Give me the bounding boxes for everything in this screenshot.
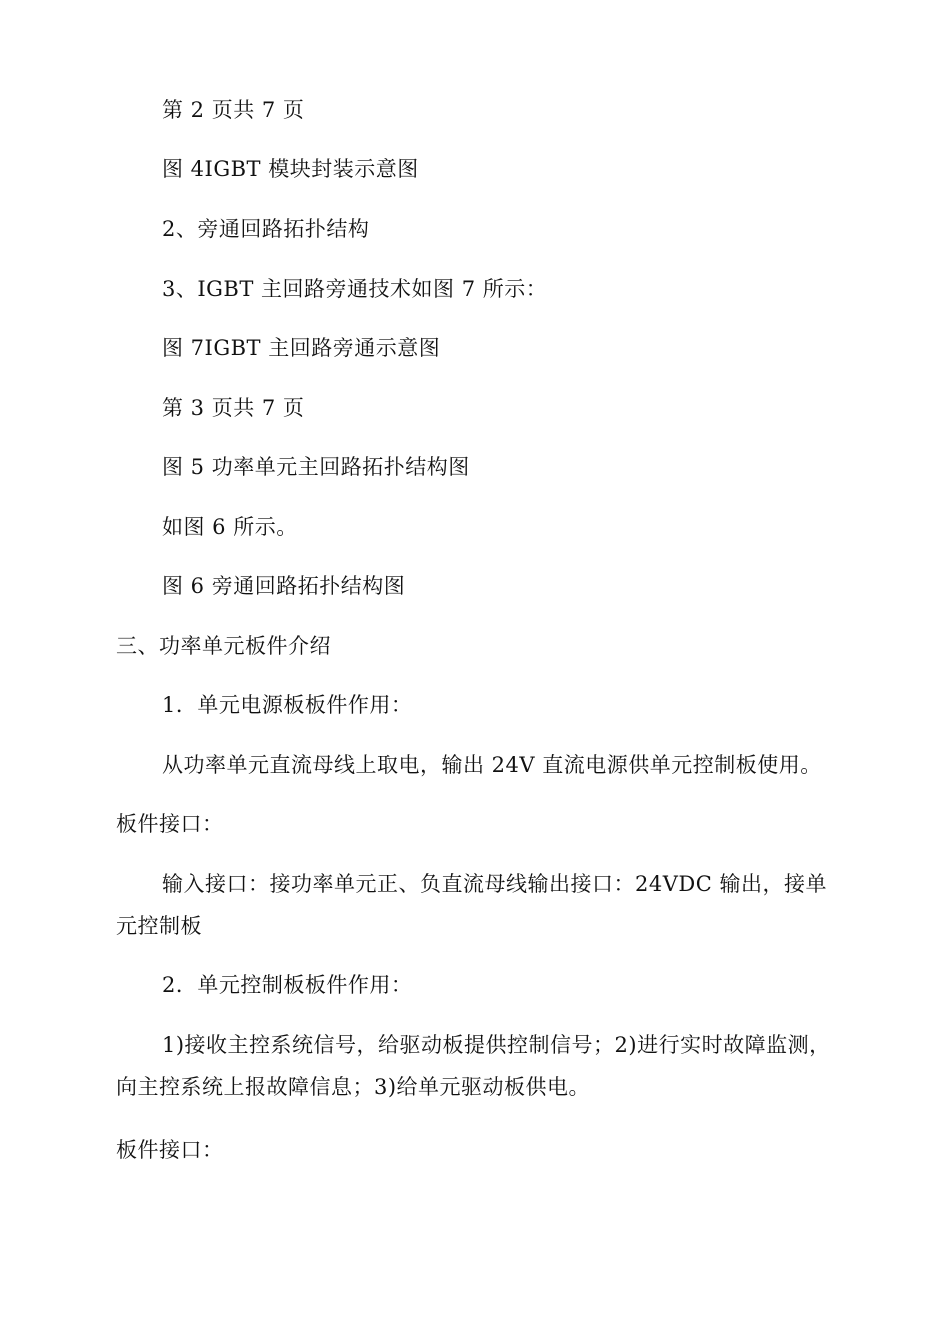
section-3-heading: 三、功率单元板件介绍 (116, 634, 331, 658)
figure-6-caption: 图 6 旁通回路拓扑结构图 (162, 574, 406, 598)
control-board-heading: 2．单元控制板板件作用： (162, 973, 413, 997)
power-board-heading: 1．单元电源板板件作用： (162, 693, 413, 717)
board-interface-label-1: 板件接口： (116, 812, 224, 836)
control-board-description-line-1: 1)接收主控系统信号，给驱动板提供控制信号；2)进行实时故障监测， (162, 1033, 831, 1057)
figure-6-reference: 如图 6 所示。 (162, 515, 298, 539)
page-number-3: 第 3 页共 7 页 (162, 396, 305, 420)
interface-description-line-1: 输入接口：接功率单元正、负直流母线输出接口：24VDC 输出，接单 (162, 872, 827, 896)
control-board-description-line-2: 向主控系统上报故障信息；3)给单元驱动板供电。 (116, 1075, 591, 1099)
interface-description-line-2: 元控制板 (116, 914, 202, 938)
figure-7-caption: 图 7IGBT 主回路旁通示意图 (162, 336, 441, 360)
bypass-topology-heading: 2、旁通回路拓扑结构 (162, 217, 370, 241)
figure-4-caption: 图 4IGBT 模块封装示意图 (162, 157, 419, 181)
page-number-2: 第 2 页共 7 页 (162, 98, 305, 122)
power-board-description: 从功率单元直流母线上取电，输出 24V 直流电源供单元控制板使用。 (162, 753, 822, 777)
igbt-bypass-paragraph: 3、IGBT 主回路旁通技术如图 7 所示： (162, 277, 548, 301)
board-interface-label-2: 板件接口： (116, 1138, 224, 1162)
figure-5-caption: 图 5 功率单元主回路拓扑结构图 (162, 455, 470, 479)
